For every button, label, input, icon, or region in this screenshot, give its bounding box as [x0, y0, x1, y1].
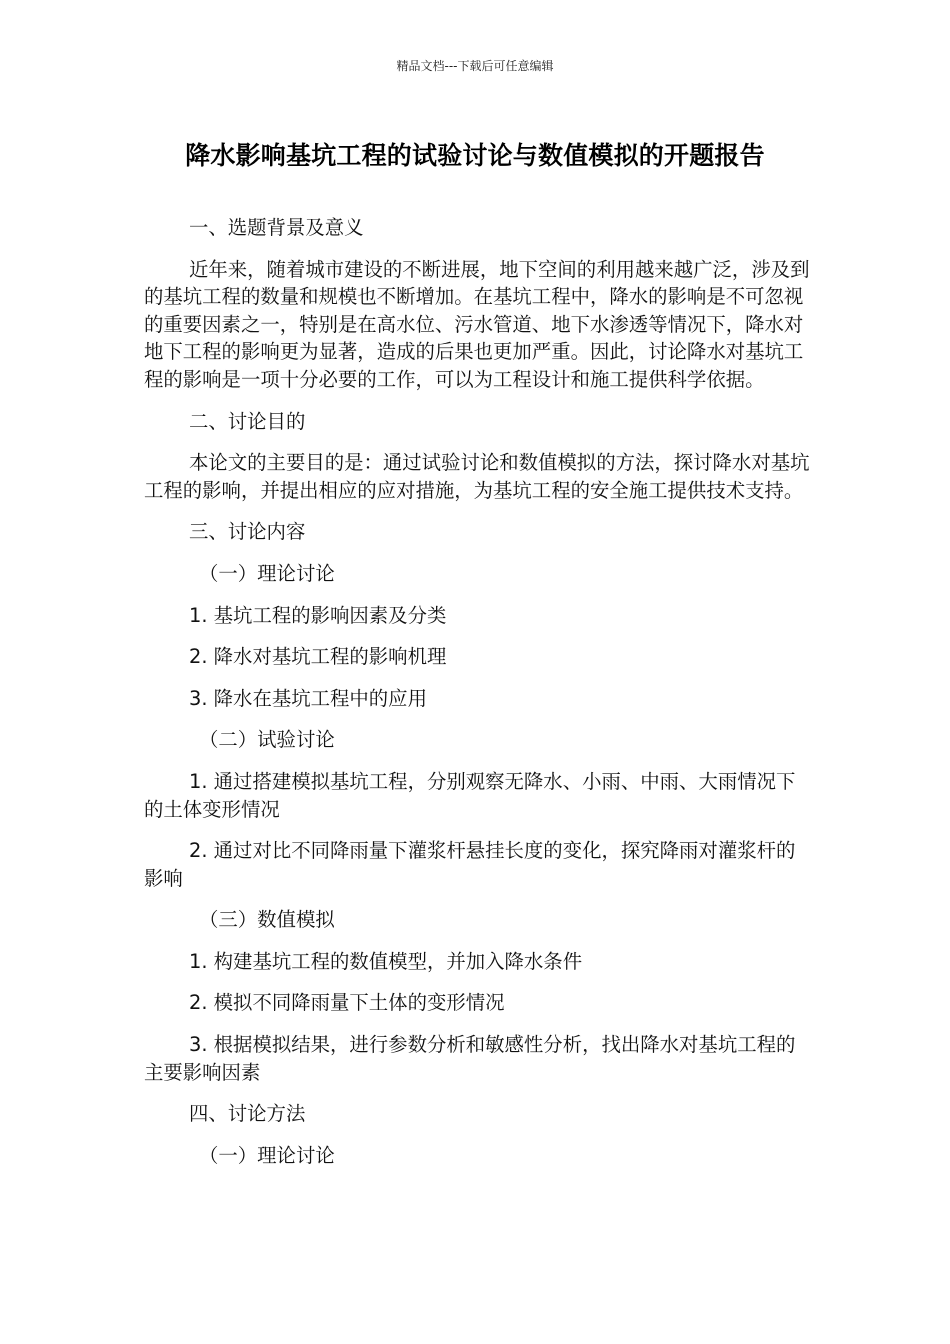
- list-item: 2. 降水对基坑工程的影响机理: [189, 645, 447, 669]
- list-item: 1. 通过搭建模拟基坑工程，分别观察无降水、小雨、中雨、大雨情况下的土体变形情况: [144, 769, 796, 821]
- header-note: 精品文档---下载后可任意编辑: [396, 59, 554, 73]
- list-item: 2. 模拟不同降雨量下土体的变形情况: [189, 991, 505, 1015]
- subsection-simulation: （三）数值模拟: [199, 908, 335, 932]
- subsection-theory-method: （一）理论讨论: [199, 1143, 335, 1167]
- list-item: 1. 构建基坑工程的数值模型，并加入降水条件: [189, 949, 583, 973]
- section-heading-content: 三、讨论内容: [189, 520, 306, 544]
- section-heading-background: 一、选题背景及意义: [189, 216, 364, 239]
- subsection-theory: （一）理论讨论: [199, 561, 335, 585]
- paragraph-background: 近年来，随着城市建设的不断进展，地下空间的利用越来越广泛，涉及到的基坑工程的数量和规模也不断增加。在基坑工程中，降水的影响是不可忽视的重要因素之一，特别是在高水位、污水管道、地下水渗透等情况下，降水对地下工程的影响更为显著，造成的后果也更加严重。因此，讨论降水对基坑工程的影响是一项十分必要的工作，可以为工程设计和施工提供科学依据。: [144, 257, 810, 391]
- list-item: 2. 通过对比不同降雨量下灌浆杆悬挂长度的变化，探究降雨对灌浆杆的影响: [144, 839, 796, 890]
- document-body: [144, 214, 812, 1183]
- subsection-experiment: （二）试验讨论: [199, 728, 335, 752]
- document-title: 降水影响基坑工程的试验讨论与数值模拟的开题报告: [185, 141, 765, 170]
- paragraph-purpose: 本论文的主要目的是：通过试验讨论和数值模拟的方法，探讨降水对基坑工程的影响，并提出相应的应对措施，为基坑工程的安全施工提供技术支持。: [144, 451, 810, 502]
- list-item: 3. 降水在基坑工程中的应用: [189, 686, 427, 710]
- section-heading-method: 四、讨论方法: [189, 1102, 306, 1126]
- section-heading-purpose: 二、讨论目的: [189, 409, 306, 433]
- list-item: 1. 基坑工程的影响因素及分类: [189, 603, 447, 627]
- list-item: 3. 根据模拟结果，进行参数分析和敏感性分析，找出降水对基坑工程的主要影响因素: [144, 1033, 796, 1084]
